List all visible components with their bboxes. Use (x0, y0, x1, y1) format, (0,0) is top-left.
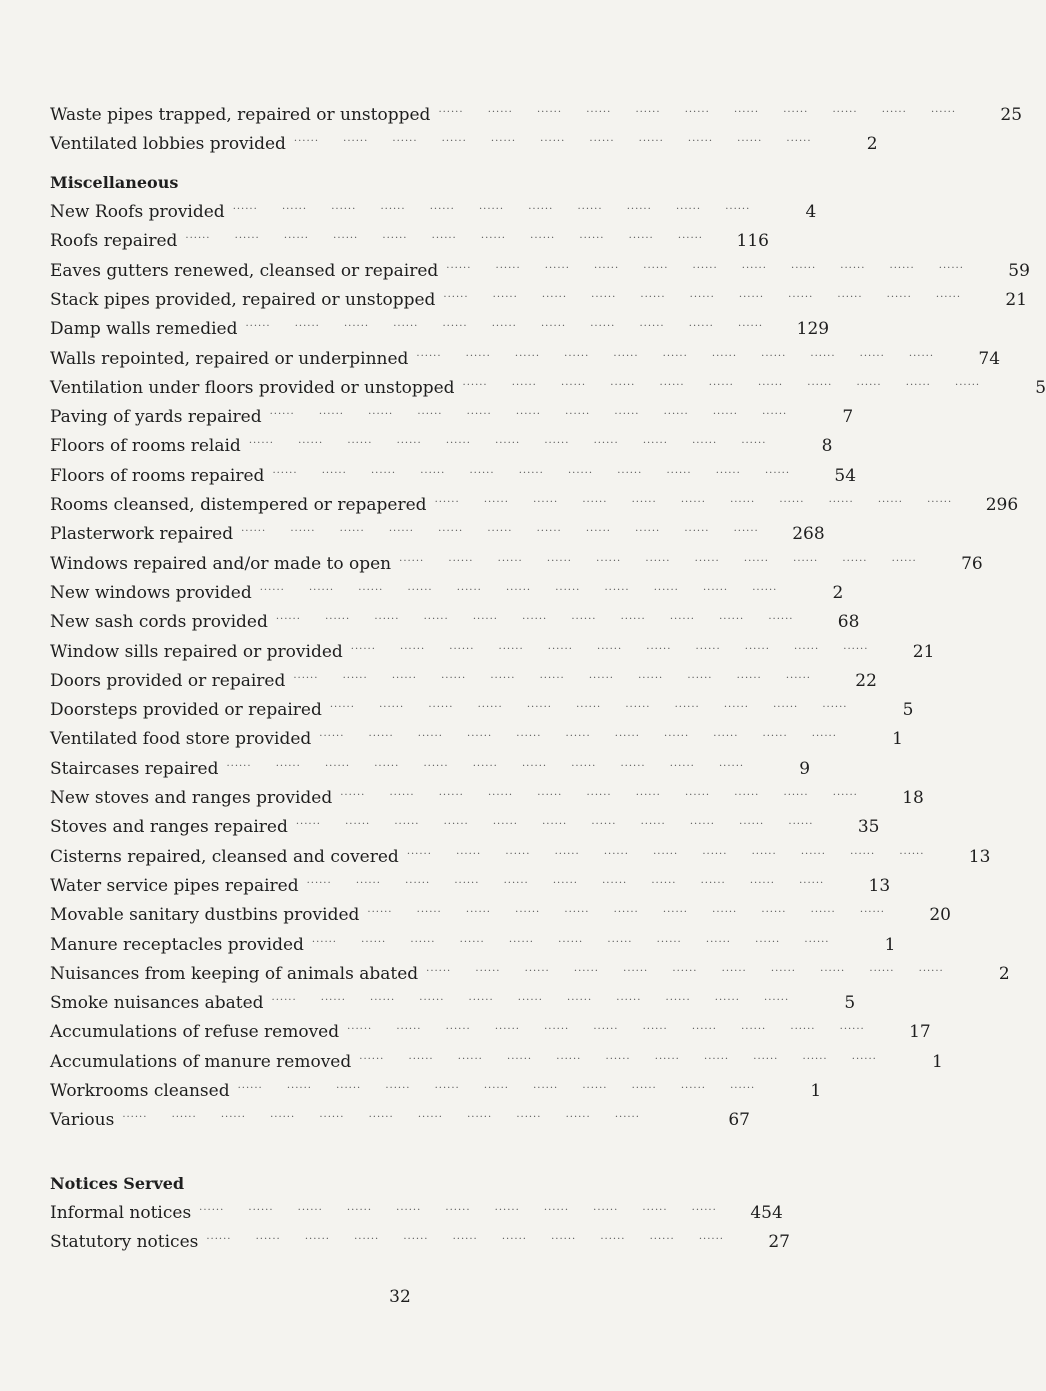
row-label: Doors provided or repaired (50, 670, 286, 691)
table-row (50, 781, 924, 809)
row-label: Walls repointed, repaired or underpinned (50, 348, 409, 369)
row-value: 13 (968, 846, 991, 867)
table-row (50, 429, 833, 457)
row-value: 22 (855, 670, 877, 691)
table-row (50, 224, 769, 252)
table-row (50, 400, 854, 428)
dot-leader: ...... ...... ...... ...... ...... ...... ...... ...... ...... ...... ...... (295, 816, 814, 828)
row-label: New Roofs provided (50, 202, 225, 222)
row-value: 17 (909, 1022, 931, 1043)
row-label: Eaves gutters renewed, cleansed or repaired (50, 260, 439, 281)
table-row (50, 986, 856, 1014)
table-row (50, 312, 830, 340)
row-label: Statutory notices (50, 1232, 199, 1252)
dot-leader: ...... ...... ...... ...... ...... ...... ...... ...... ...... ...... ...... (206, 1231, 724, 1242)
dot-leader: ...... ...... ...... ...... ...... ...... ...... ...... ...... ...... ...... (248, 435, 767, 447)
row-value: 296 (985, 495, 1019, 515)
table-row (50, 576, 844, 604)
dot-leader: ...... ...... ...... ...... ...... ...... ...... ...... ...... ...... ...... (426, 962, 944, 974)
table-row (50, 371, 1046, 399)
row-value: 454 (750, 1203, 783, 1223)
row-value: 1 (810, 1081, 822, 1101)
row-label: Ventilation under floors provided or unstopped (50, 377, 455, 398)
row-value: 67 (728, 1110, 750, 1131)
table-row (50, 664, 877, 692)
dot-leader: ...... ...... ...... ...... ...... ...... ...... ...... ...... ...... ...... (406, 845, 925, 857)
row-label: Workrooms cleansed (50, 1081, 230, 1101)
row-label: Ventilated lobbies provided (50, 134, 286, 154)
row-value: 18 (902, 788, 924, 808)
row-label: Floors of rooms relaid (50, 436, 241, 457)
row-value: 9 (799, 758, 811, 779)
row-value: 2 (866, 134, 878, 154)
table-row (50, 254, 1030, 282)
table-row (50, 898, 951, 926)
dot-leader: ...... ...... ...... ...... ...... ...... ...... ...... ...... ...... ...... (259, 581, 778, 593)
row-value: 2 (998, 963, 1010, 984)
row-label: Nuisances from keeping of animals abated (50, 963, 419, 984)
table-row (50, 722, 903, 750)
row-value: 21 (912, 641, 935, 662)
dot-leader: ...... ...... ...... ...... ...... ...... ...... ...... ...... ...... ...... (311, 933, 830, 945)
page-number: 32 (389, 1287, 411, 1307)
row-value: 54 (834, 465, 857, 486)
table-row (50, 840, 991, 868)
row-value: 21 (1005, 289, 1028, 310)
table-row (50, 1196, 783, 1224)
row-value: 74 (978, 348, 1001, 369)
row-value: 7 (842, 407, 854, 428)
dot-leader: ...... ...... ...... ...... ...... ...... ...... ...... ...... ...... ...... (350, 640, 869, 652)
dot-leader: ...... ...... ...... ...... ...... ...... ...... ...... ...... ...... ...... (438, 104, 957, 115)
row-value: 13 (868, 875, 891, 896)
row-label: Roofs repaired (50, 231, 178, 252)
dot-leader: ...... ...... ...... ...... ...... ...... ...... ...... ...... ...... ...... (275, 611, 794, 623)
table-row (50, 459, 857, 487)
row-label: Cisterns repaired, cleansed and covered (50, 846, 399, 867)
row-value: 68 (837, 612, 860, 633)
row-value: 1 (932, 1051, 943, 1072)
dot-leader: ...... ...... ...... ...... ...... ...... ...... ...... ...... ...... ...... (359, 1050, 877, 1062)
table-row (50, 928, 896, 956)
row-label: New sash cords provided (50, 612, 268, 633)
row-label: Plasterwork repaired (50, 524, 234, 545)
table-row (50, 957, 1010, 985)
row-value: 129 (796, 319, 830, 340)
row-value: 116 (736, 231, 769, 252)
dot-leader: ...... ...... ...... ...... ...... ...... ...... ...... ...... ...... ...... (399, 552, 917, 564)
row-label: Ventilated food store provided (50, 729, 312, 750)
dot-leader: ...... ...... ...... ...... ...... ...... ...... ...... ...... ...... ...... (199, 1202, 717, 1213)
row-value: 27 (768, 1232, 790, 1252)
dot-leader: ...... ...... ...... ...... ...... ...... ...... ...... ...... ...... ...... (245, 318, 764, 330)
row-value: 8 (821, 436, 833, 457)
table-row (50, 127, 878, 155)
dot-leader: ...... ...... ...... ...... ...... ...... ...... ...... ...... ...... ...... (241, 523, 759, 535)
row-label: New windows provided (50, 582, 252, 603)
table-row (50, 342, 1001, 370)
row-label: Rooms cleansed, distempered or repapered (50, 495, 427, 515)
dot-leader: ...... ...... ...... ...... ...... ...... ...... ...... ...... ...... ...... (226, 757, 745, 769)
dot-leader: ...... ...... ...... ...... ...... ...... ...... ...... ...... ...... ...... (269, 406, 788, 418)
row-value: 25 (1000, 105, 1023, 125)
table-row (50, 869, 891, 897)
section-heading: Miscellaneous (50, 173, 179, 192)
table-row (50, 1225, 790, 1253)
table-row (50, 1074, 822, 1102)
dot-leader: ...... ...... ...... ...... ...... ...... ...... ...... ...... ...... ...... (443, 288, 962, 300)
dot-leader: ...... ...... ...... ...... ...... ...... ...... ...... ...... ...... ...... (293, 133, 812, 144)
row-value: 59 (1008, 260, 1030, 281)
row-label: Informal notices (50, 1203, 192, 1223)
dot-leader: ...... ...... ...... ...... ...... ...... ...... ...... ...... ...... ...... (329, 699, 848, 711)
row-label: Windows repaired and/or made to open (50, 553, 392, 574)
row-value: 76 (961, 553, 983, 574)
row-label: Various (50, 1110, 115, 1131)
row-value: 1 (884, 934, 896, 955)
row-label: New stoves and ranges provided (50, 788, 333, 808)
dot-leader: ...... ...... ...... ...... ...... ...... ...... ...... ...... ...... ...... (293, 669, 811, 681)
row-value: 5 (902, 700, 914, 721)
dot-leader: ...... ...... ...... ...... ...... ...... ...... ...... ...... ...... ...... (185, 230, 703, 242)
table-row (50, 635, 935, 663)
dot-leader: ...... ...... ...... ...... ...... ...... ...... ...... ...... ...... ...... (122, 1109, 640, 1121)
dot-leader: ...... ...... ...... ...... ...... ...... ...... ...... ...... ...... ...... (271, 992, 790, 1004)
table-row (50, 810, 880, 838)
dot-leader: ...... ...... ...... ...... ...... ...... ...... ...... ...... ...... ...... (446, 259, 964, 271)
dot-leader: ...... ...... ...... ...... ...... ...... ...... ...... ...... ...... ...... (319, 728, 837, 740)
table-row (50, 1103, 750, 1131)
row-label: Accumulations of manure removed (50, 1051, 352, 1072)
row-label: Waste pipes trapped, repaired or unstopped (50, 105, 431, 125)
row-label: Paving of yards repaired (50, 407, 262, 428)
row-label: Window sills repaired or provided (50, 641, 343, 662)
row-value: 2 (832, 582, 844, 603)
row-label: Manure receptacles provided (50, 934, 304, 955)
dot-leader: ...... ...... ...... ...... ...... ...... ...... ...... ...... ...... ...... (340, 787, 858, 798)
row-value: 5 (844, 993, 856, 1014)
table-row (50, 488, 1019, 516)
dot-leader: ...... ...... ...... ...... ...... ...... ...... ...... ...... ...... ...... (272, 464, 791, 476)
table-row (50, 1015, 931, 1043)
row-label: Doorsteps provided or repaired (50, 700, 322, 721)
row-label: Stack pipes provided, repaired or unstopped (50, 289, 436, 310)
row-label: Staircases repaired (50, 758, 219, 779)
table-row (50, 195, 817, 223)
table-row (50, 605, 860, 633)
table-row (50, 547, 983, 575)
row-label: Movable sanitary dustbins provided (50, 905, 360, 926)
table-row (50, 752, 811, 780)
dot-leader: ...... ...... ...... ...... ...... ...... ...... ...... ...... ...... ...... (462, 376, 981, 388)
table-row (50, 517, 825, 545)
row-label: Stoves and ranges repaired (50, 817, 288, 838)
table-row (50, 1045, 943, 1073)
dot-leader: ...... ...... ...... ...... ...... ...... ...... ...... ...... ...... ...... (416, 347, 935, 359)
row-value: 20 (929, 905, 951, 926)
row-value: 4 (805, 202, 817, 222)
row-label: Floors of rooms repaired (50, 465, 265, 486)
dot-leader: ...... ...... ...... ...... ...... ...... ...... ...... ...... ...... ...... (237, 1080, 756, 1091)
row-label: Smoke nuisances abated (50, 993, 264, 1014)
section-heading: Notices Served (50, 1174, 185, 1193)
row-label: Accumulations of refuse removed (50, 1022, 340, 1043)
dot-leader: ...... ...... ...... ...... ...... ...... ...... ...... ...... ...... ...... (367, 904, 885, 916)
table-row (50, 693, 914, 721)
dot-leader: ...... ...... ...... ...... ...... ...... ...... ...... ...... ...... ...... (434, 494, 953, 505)
dot-leader: ...... ...... ...... ...... ...... ...... ...... ...... ...... ...... ...... (232, 201, 751, 212)
row-label: Water service pipes repaired (50, 875, 299, 896)
dot-leader: ...... ...... ...... ...... ...... ...... ...... ...... ...... ...... ...... (306, 874, 825, 886)
row-value: 268 (792, 524, 825, 545)
table-row (50, 283, 1028, 311)
row-label: Damp walls remedied (50, 319, 238, 340)
dot-leader: ...... ...... ...... ...... ...... ...... ...... ...... ...... ...... ...... (347, 1021, 865, 1033)
row-value: 35 (857, 817, 880, 838)
table-row (50, 98, 1023, 126)
row-value: 1 (892, 729, 903, 750)
row-value: 5 (1035, 377, 1046, 398)
